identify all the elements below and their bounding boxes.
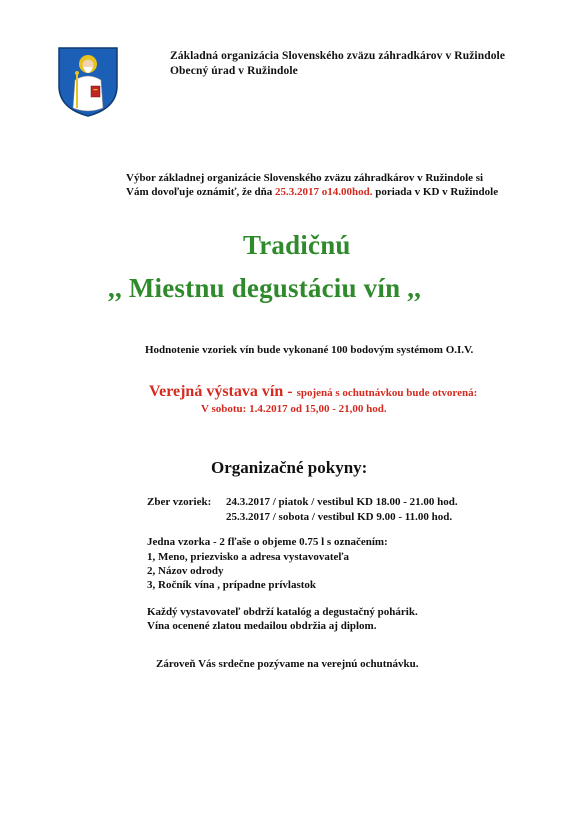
collection-row-2: 25.3.2017 / sobota / vestibul KD 9.00 - 11.00 hod. [226,511,453,523]
intro-line-2-suffix: poriada v KD v Ružindole [372,186,499,198]
collection-row-1: 24.3.2017 / piatok / vestibul KD 18.00 - 21.00 hod. [226,496,458,508]
intro-line-2-prefix: Vám dovoľuje oznámiť, že dňa [126,186,275,198]
exhibition-label: Verejná výstava vín - [149,383,297,400]
exhibition-time: V sobotu: 1.4.2017 od 15,00 - 21,00 hod. [201,403,387,415]
title-line-1: Tradičnú [243,230,351,260]
catalog-line: Každý vystavovateľ obdrží katalóg a degustačný pohárik. [147,606,418,618]
instructions-heading: Organizačné pokyny: [211,458,368,477]
exhibition-suffix: spojená s ochutnávkou bude otvorená: [296,387,478,399]
closing-invitation: Zároveň Vás srdečne pozývame na verejnú ochutnávku. [156,658,419,670]
sample-line: Jedna vzorka - 2 fľaše o objeme 0.75 l s označením: [147,536,388,548]
organization-name: Základná organizácia Slovenského zväzu záhradkárov v Ružindole [170,50,506,62]
municipal-crest-icon [57,46,119,118]
list-item: 3, Ročník vína , prípadne prívlastok [147,579,317,591]
event-date: 25.3.2017 o14.00hod. [275,186,373,198]
collection-label: Zber vzoriek: [147,496,212,508]
diploma-line: Vína ocenené zlatou medailou obdržia aj diplom. [147,620,377,632]
evaluation-note: Hodnotenie vzoriek vín bude vykonané 100 bodovým systémom O.I.V. [145,344,474,356]
exhibition-line [149,383,477,401]
title-line-2: ,, Miestnu degustáciu vín ,, [108,273,422,303]
intro-line-2 [126,186,498,198]
list-item: 2, Názov odrody [147,565,224,577]
list-item: 1, Meno, priezvisko a adresa vystavovateľa [147,551,350,563]
municipal-office: Obecný úrad v Ružindole [170,65,298,77]
intro-line-1: Výbor základnej organizácie Slovenského zväzu záhradkárov v Ružindole si [126,172,484,184]
